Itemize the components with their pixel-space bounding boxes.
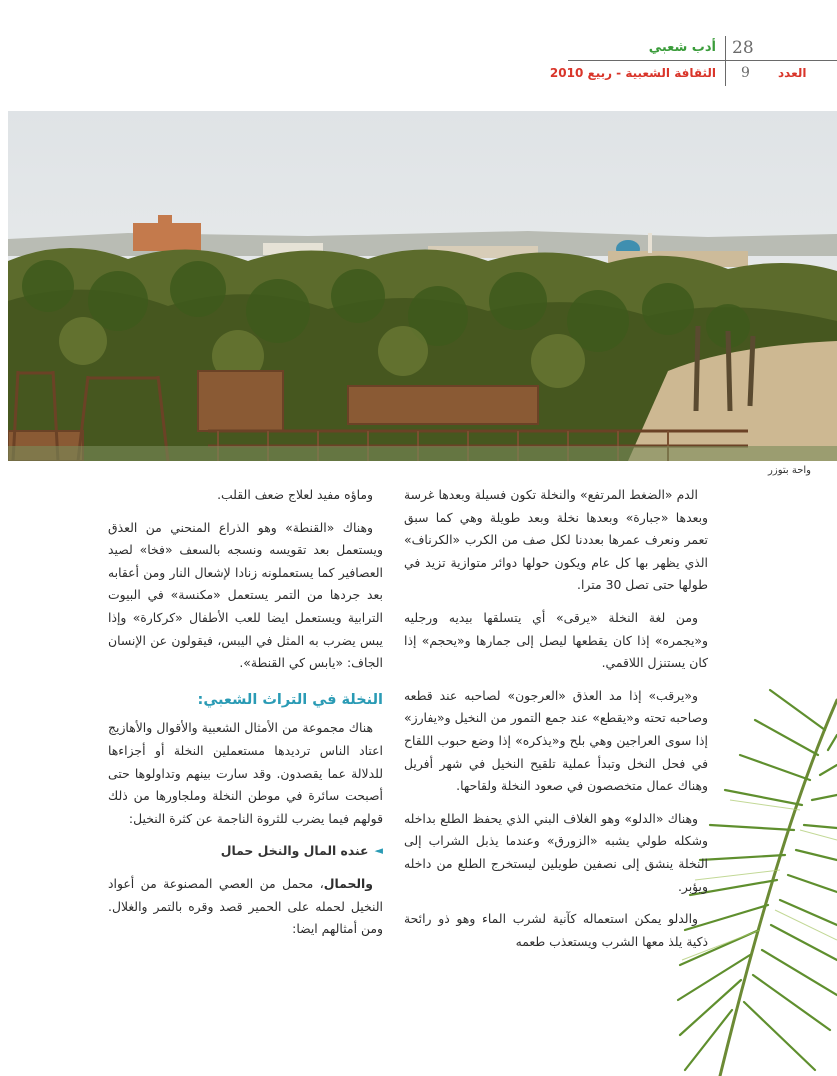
paragraph-text: ، محمل من العصي المصنوعة من أعواد النخيل لحمله على الحمير قصد وقره بالتمر والغلال. ومن أمثالهم ايضا: <box>108 875 383 937</box>
paragraph: والدلو يمكن استعماله كآنية لشرب الماء وهو ذو رائحة ذكية يلذ معها الشرب ويستعذب طعمه <box>404 911 708 949</box>
header-rule <box>568 60 837 61</box>
oasis-photo <box>8 111 837 461</box>
paragraph: الدم «الضغط المرتفع» والنخلة تكون فسيلة وبعدها غرسة وبعدها «جبارة» وبعدها نخلة وبعد طويلة وهي كما سبق تعمر ونعرف عمرها بعددنا لكل صف من الكرب «الكرناف» الذي يظهر بها كل عام ويكون حولها دوائر متوازية تزيد في طولها حتى تصل 30 مترا. <box>404 487 708 593</box>
text-column-left <box>108 484 383 951</box>
paragraph <box>108 873 383 941</box>
paragraph: وهناك «القنطة» وهو الذراع المنحني من العذق ويستعمل بعد تقويسه ونسجه بالسعف «فخا» لصيد العصافير كما يستعملونه زنادا لإشعال النار ومن أعقابه بعد جردها من التمر يستعمل «مكنسة» في البيوت الترابية ويستعمل ايضا للعب الأطفال «كركارة» وإذا يبس يضرب به المثل في اليبس، فيقولون عن الإنسان الجاف: «يابس كي القنطة». <box>108 519 383 671</box>
issue-label: العدد <box>778 66 807 80</box>
issue-number: 9 <box>741 65 750 81</box>
section-title: أدب شعبي <box>648 40 716 55</box>
page-number: 28 <box>732 38 754 58</box>
paragraph: هناك مجموعة من الأمثال الشعبية والأقوال والأهازيج اعتاد الناس ترديدها مستعملين النخلة أو أجزاءها للدلالة عما يقصدون. وقد سارت بينهم وتداولوها حتى أصبحت سائرة في موطن النخلة وملجاورها من ذلك قولهم فيما يضرب للثروة الناجمة عن كثرة النخيل: <box>108 720 383 826</box>
paragraph: و«يرقب» إذا مد العذق «العرجون» لصاحبه عند قطعه وصاحبه تحته و«يقطع» عند جمع التمور من النخيل و«يفارز» إذا سوى العراجين وهي بلح و«يذكره» إذا وضع حبوب اللقاح في فحل النخل وتبدأ عملية تلقيح النخيل في شهر أفريل وهناك عمال متخصصون في صعود النخلة ولقاحها. <box>404 687 708 794</box>
proverb-text: عنده المال والنخل حمال <box>220 843 369 859</box>
header-divider <box>725 36 726 86</box>
term: والحمال <box>323 875 373 891</box>
proverb-line <box>108 840 383 863</box>
text-column-right <box>404 484 708 963</box>
magazine-line: الثقافة الشعبية - ربيع 2010 <box>549 66 716 80</box>
section-heading: النخلة في التراث الشعبي: <box>197 691 383 708</box>
triangle-left-icon: ◄ <box>374 844 383 858</box>
paragraph: وهناك «الدلو» وهو الغلاف البني الذي يحفظ الطلع بداخله وشكله طولي يشبه «الزورق» وعندما يذبل الشراب إلى النخلة ينشق إلى نصفين طويلين ليستخرج الطلع من داخله ويؤبر. <box>404 810 708 894</box>
paragraph: ومن لغة النخلة «يرقى» أي يتسلقها بيديه ورجليه و«يجمره» إذا كان يقطعها ليصل إلى جمارها و«يحجم» إذا كان يستنزل اللاقمي. <box>404 609 708 671</box>
paragraph: وماؤه مفيد لعلاج ضعف القلب. <box>217 487 373 502</box>
photo-caption: واحة بتوزر <box>768 465 811 476</box>
